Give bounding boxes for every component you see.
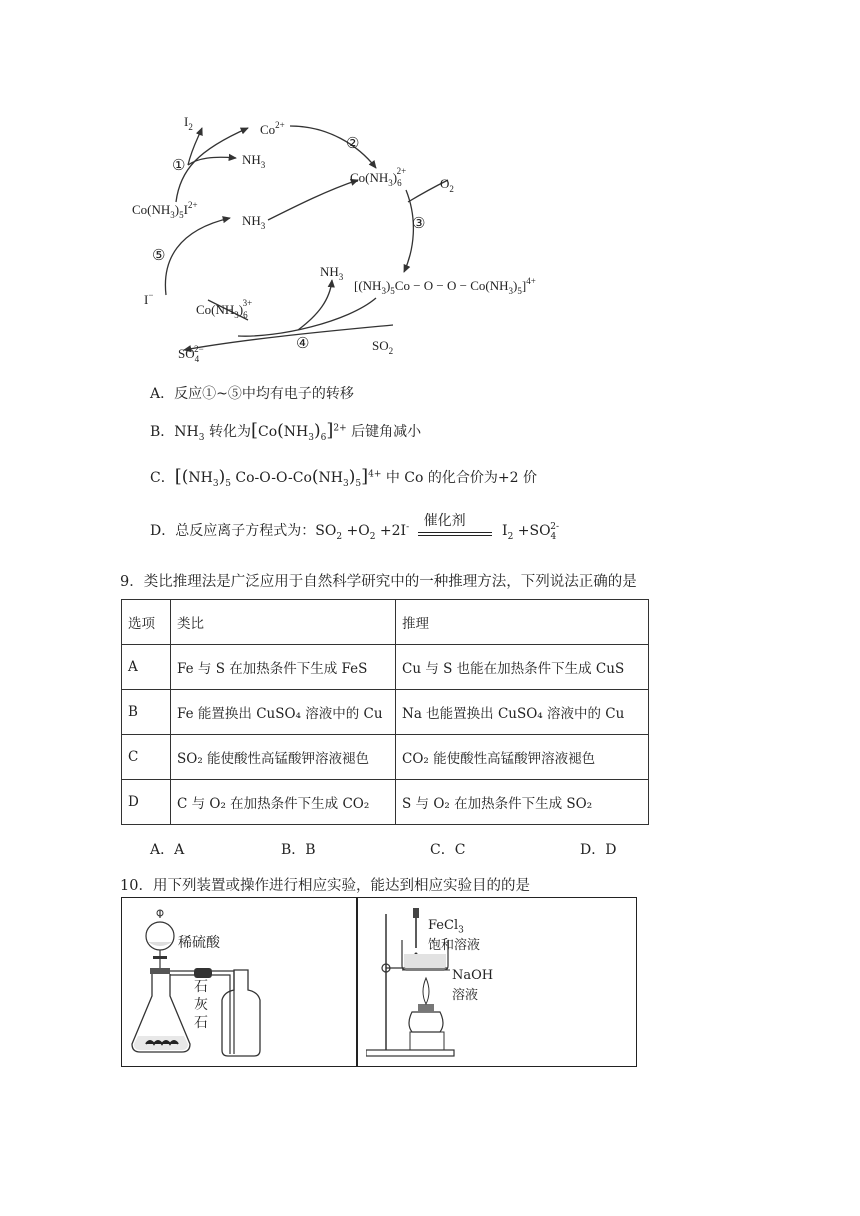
table-cell: C [122, 735, 171, 780]
box-divider [356, 898, 358, 1066]
q9-choice-a: A．A [150, 842, 185, 858]
table-cell: Na 也能置换出 CuSO₄ 溶液中的 Cu [396, 690, 649, 735]
colloid-preparation-apparatus [366, 904, 626, 1062]
q9-choice-c: C．C [430, 842, 466, 858]
label-limestone: 石灰石 [194, 979, 208, 1031]
label-dilute-sulfuric-acid: 稀硫酸 [178, 935, 220, 951]
table-header-cell: 推理 [396, 600, 649, 645]
label-naoh: NaOH [452, 968, 494, 983]
table-cell: C 与 O₂ 在加热条件下生成 CO₂ [171, 780, 396, 825]
label-peroxo-complex: $[(NH_3)_5Co - O - O - Co(NH_3)_5]^{4+}$ [354, 276, 536, 296]
q9-choice-b: B．B [281, 842, 316, 858]
table-header-cell: 类比 [171, 600, 396, 645]
label-I2: $I_2$ [184, 114, 193, 132]
table-cell: D [122, 780, 171, 825]
table-row [122, 690, 649, 735]
arrow-1-branch-NH3 [188, 157, 236, 165]
label-O2: $O_2$ [440, 176, 454, 194]
table-header-cell: 选项 [122, 600, 171, 645]
table-row [122, 780, 649, 825]
table-cell: Fe 能置换出 CuSO₄ 溶液中的 Cu [171, 690, 396, 735]
label-CoNH35I: $Co(NH_3)_5I^{2+}$ [132, 200, 198, 220]
table-row [122, 735, 649, 780]
arrow-4-main [184, 325, 393, 350]
q10-apparatus-box [121, 897, 637, 1067]
label-CoNH36-2plus: $Co(NH_3)_62+$ [350, 166, 407, 188]
label-Co2: $Co^{2+}$ [260, 120, 285, 137]
label-SO2: $SO_2$ [372, 338, 394, 356]
arrow-5 [165, 218, 230, 295]
co2-generation-apparatus [126, 904, 352, 1062]
table-cell: S 与 O₂ 在加热条件下生成 SO₂ [396, 780, 649, 825]
label-SO4: $SO_42-$ [178, 344, 204, 364]
label-NH3-a: $NH_3$ [242, 152, 266, 170]
label-CoNH36-3plus: $Co(NH_3)_63+$ [196, 298, 253, 320]
q10-stem: 10．用下列装置或操作进行相应实验，能达到相应实验目的的是 [120, 878, 530, 894]
table-cell: Cu 与 S 也能在加热条件下生成 CuS [396, 645, 649, 690]
arrow-1 [176, 128, 248, 202]
q8-option-c: C．[$(NH_3)_5$ $Co-O-O-Co(NH_3)_5]^{4+}$ 中 Co 的化合价为+2 价 [150, 466, 537, 489]
label-fecl3: FeCl$_3$ [428, 918, 464, 936]
label-num-5: ⑤ [152, 248, 166, 264]
q9-choice-d: D．D [580, 842, 617, 858]
label-saturated-solution: 饱和溶液 [428, 938, 481, 953]
label-solution: 溶液 [452, 988, 479, 1003]
arrow-2 [290, 126, 376, 168]
label-num-3: ③ [412, 216, 426, 232]
label-I-minus: I− [144, 290, 154, 307]
table-cell: CO₂ 能使酸性高锰酸钾溶液褪色 [396, 735, 649, 780]
q9-table [121, 599, 649, 825]
label-NH3-c: $NH_3$ [320, 264, 344, 282]
table-header-row [122, 600, 649, 645]
label-num-2: ② [346, 136, 360, 152]
q8-option-b: B．$NH_3$ 转化为$[Co(NH_3)_6]^{2+}$ 后键角减小 [150, 420, 422, 443]
q9-stem: 9．类比推理法是广泛应用于自然科学研究中的一种推理方法，下列说法正确的是 [120, 574, 637, 590]
arrow-from-NH3b [268, 180, 358, 220]
table-row [122, 645, 649, 690]
q8-option-a: A．反应①~⑤中均有电子的转移 [150, 386, 354, 402]
table-cell: A [122, 645, 171, 690]
label-num-4: ④ [296, 336, 310, 352]
table-cell: B [122, 690, 171, 735]
reaction-cycle-diagram [118, 110, 578, 370]
arrow-4 [238, 298, 376, 336]
table-cell: SO₂ 能使酸性高锰酸钾溶液褪色 [171, 735, 396, 780]
catalyst-arrow: 催化剂 [414, 520, 498, 542]
label-NH3-b: $NH_3$ [242, 213, 266, 231]
label-num-1: ① [172, 158, 186, 174]
table-cell: Fe 与 S 在加热条件下生成 FeS [171, 645, 396, 690]
q8-option-d: D．总反应离子方程式为：$SO_2 +O_2 +2I^-$ 催化剂 $I_2 +SO_4^{2-}$ [150, 513, 560, 542]
